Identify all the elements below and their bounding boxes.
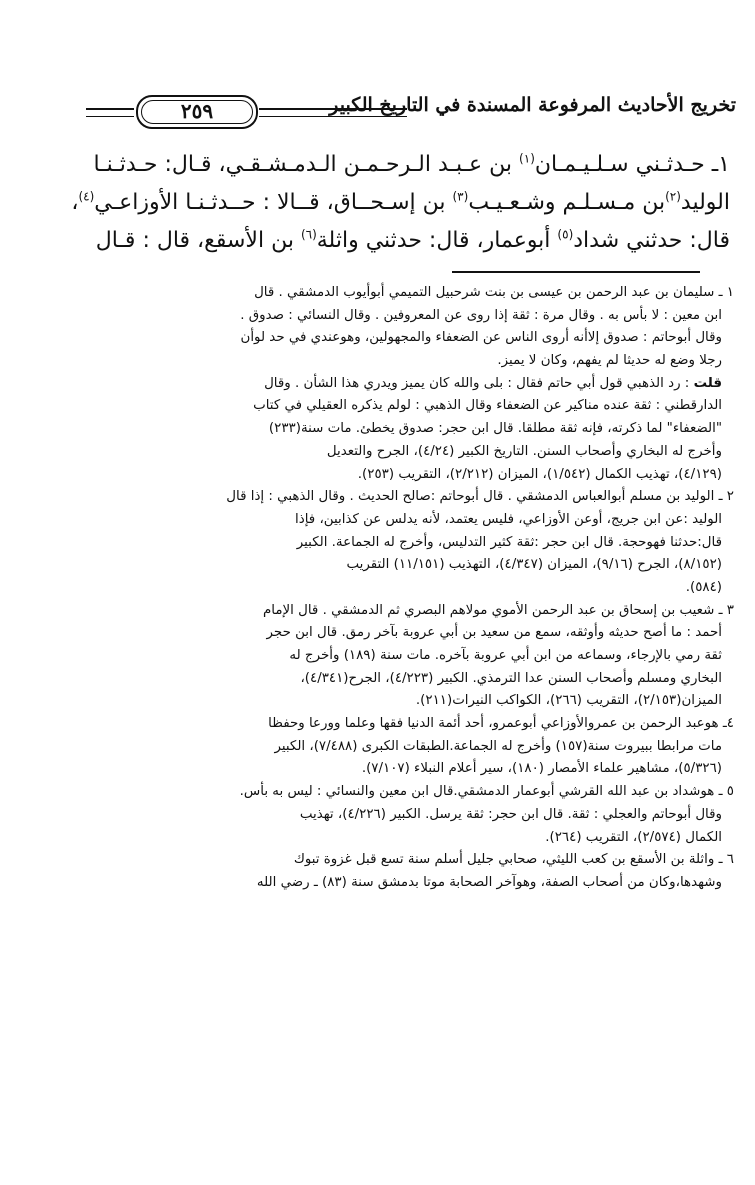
footnote-line: (٤/١٢٩)، تهذيب الكمال (١/٥٤٢)، الميزان (٢/٢١٢)، التقريب (٢٥٣). (357, 466, 722, 482)
footnote-line: ٥ ـ هوشداد بن عبد الله القرشي أبوعمار الدمشقي.قال ابن معين والنسائي : ليس به بأس. (239, 784, 734, 800)
footnote-1 (84, 282, 734, 486)
footnote-line: (٨/١٥٢)، الجرح (٩/١٦)، الميزان (٤/٣٤٧)، التهذيب (١١/١٥١) التقريب (346, 557, 722, 573)
text-segment: بن مـسـلـم وشـعـيـب (468, 190, 666, 215)
footnote-line: مات مرابطا ببيروت سنة(١٥٧) وأخرج له الجماعة.الطبقات الكبرى (٧/٤٨٨)، الكبير (274, 738, 722, 754)
running-title: تخريج الأحاديث المرفوعة المسندة في التاريخ الكبير (329, 94, 736, 116)
text-segment: الوليد (680, 190, 730, 215)
footnote-line: وشهدها،وكان من أصحاب الصفة، وهوآخر الصحابة موتا بدمشق سنة (٨٣) ـ رضي الله (256, 874, 722, 890)
footnote-line (84, 373, 734, 396)
header-rule-left (86, 108, 134, 117)
hadith-text (71, 146, 730, 260)
footnote-separator (452, 271, 700, 273)
page-header (86, 92, 736, 136)
footnote-2 (84, 486, 734, 599)
text-segment: بن إسـحــاق، قــالا : حــدثـنـا الأوزاعـي (94, 190, 453, 215)
footnote-line: وأخرج له البخاري وأصحاب السنن. التاريخ الكبير (٤/٢٤)، الجرح والتعديل (326, 443, 722, 459)
footnote-line: رجلا وضع له حديثا لم يفهم، وكان لا يميز. (497, 353, 722, 369)
footnote-ref[interactable]: (٦) (300, 227, 317, 242)
text-segment: بن الأسقع، قال : قـال (95, 228, 301, 253)
footnote-line: الدارقطني : ثقة عنده مناكير عن الضعفاء وقال الذهبي : لولم يذكره العقيلي في كتاب (253, 398, 722, 414)
footnote-ref[interactable]: (١) (519, 151, 535, 166)
footnote-line: (٥٨٤). (685, 579, 722, 595)
footnote-ref[interactable]: (٢) (665, 189, 681, 204)
footnote-4 (84, 713, 734, 781)
footnote-line: ٤ـ هوعبد الرحمن بن عمروالأوزاعي أبوعمرو، أحد أئمة الدنيا فقها وعلما وورعا وحفظا (268, 716, 734, 732)
text-segment: أبوعمار، قال: حدثني واثلة (316, 228, 558, 253)
text-segment: بن عـبـد الـرحـمـن الـدمـشـقـي، قـال: حـدثـنـا (93, 152, 520, 177)
footnote-line: ٢ ـ الوليد بن مسلم أبوالعباس الدمشقي . قال أبوحاتم :صالح الحديث . وقال الذهبي : إذا قال (226, 489, 734, 505)
footnotes (84, 282, 734, 895)
footnote-line: وقال أبوحاتم والعجلي : ثقة. قال ابن حجر: ثقة يرسل. الكبير (٤/٢٢٦)، تهذيب (299, 806, 722, 822)
text-segment: قال: حدثني شداد (573, 228, 730, 253)
text-segment: ، (71, 190, 79, 215)
footnote-line: الوليد :عن ابن جريج، أوعن الأوزاعي، فليس يعتمد، لأنه يدلس عن كذابين، فإذا (295, 511, 722, 527)
footnote-line: ١ ـ سليمان بن عبد الرحمن بن عيسى بن بنت شرحبيل التميمي أبوأيوب الدمشقي . قال (254, 285, 734, 300)
footnote-line: (٥/٣٢٦)، مشاهير علماء الأمصار (١٨٠)، سير أعلام النبلاء (٧/١٠٧). (361, 761, 722, 777)
footnote-5 (84, 781, 734, 849)
text-segment: ١ـ حـدثـني سـلـيـمـان (534, 152, 730, 177)
footnote-line: الميزان(٢/١٥٣)، التقريب (٢٦٦)، الكواكب النيرات(٢١١). (415, 693, 722, 709)
qult-label: قلت (693, 375, 722, 391)
page-number-frame (136, 95, 258, 129)
footnote-line: وقال أبوحاتم : صدوق إلاأنه أروى الناس عن الضعفاء والمجهولين، وهوعندي في حد لوأن (240, 330, 722, 346)
text-segment: : رد الذهبي قول أبي حاتم فقال : بلى والله كان يميز ويدري هذا الشأن . وقال (264, 375, 694, 391)
footnote-ref[interactable]: (٣) (452, 189, 469, 204)
footnote-line: ٣ ـ شعيب بن إسحاق بن عبد الرحمن الأموي مولاهم البصري ثم الدمشقي . قال الإمام (262, 602, 734, 618)
footnote-line: أحمد : ما أصح حديثه وأوثقه، سمع من سعيد بن أبي عروبة بآخر رمق. قال ابن حجر (266, 625, 722, 641)
page-number: ٢٥٩ (180, 99, 214, 123)
hadith-line-1 (74, 146, 730, 184)
footnote-6 (84, 849, 734, 894)
footnote-line: البخاري ومسلم وأصحاب السنن عدا الترمذي. الكبير (٤/٢٢٣)، الجرح(٤/٣٤١)، (300, 670, 722, 686)
hadith-line-3 (74, 222, 730, 260)
footnote-line: الكمال (٢/٥٧٤)، التقريب (٢٦٤). (545, 829, 722, 845)
hadith-line-2 (71, 184, 730, 222)
footnote-line: ابن معين : لا بأس به . وقال مرة : ثقة إذا روى عن المعروفين . وقال النسائي : صدوق . (240, 307, 722, 323)
footnote-3 (84, 600, 734, 713)
footnote-line: "الضعفاء" لما ذكرته، فإنه ثقة مطلقا. قال ابن حجر: صدوق يخطئ. مات سنة(٢٣٣) (268, 421, 722, 437)
footnote-line: ثقة رمي بالإرجاء، وسماعه من ابن أبي عروبة بآخره. مات سنة (١٨٩) وأخرج له (289, 648, 722, 663)
footnote-ref[interactable]: (٥) (557, 227, 574, 242)
footnote-ref[interactable]: (٤) (78, 189, 95, 204)
footnote-line: ٦ ـ واثلة بن الأسقع بن كعب الليثي، صحابي جليل أسلم سنة تسع قبل غزوة تبوك (293, 852, 734, 868)
footnote-line: قال:حدثنا فهوحجة. قال ابن حجر :ثقة كثير التدليس، وأخرج له الجماعة. الكبير (296, 534, 722, 550)
